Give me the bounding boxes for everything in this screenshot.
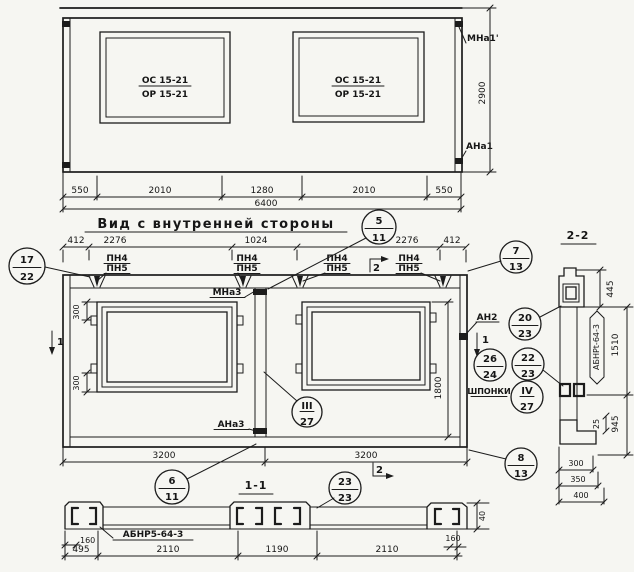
section-cut-2-bottom xyxy=(373,463,394,479)
section-1-1-title xyxy=(239,479,273,494)
svg-text:ПН4: ПН4 xyxy=(106,254,128,264)
svg-text:ПН4: ПН4 xyxy=(236,254,258,264)
svg-text:945: 945 xyxy=(611,415,621,433)
section-2-2 xyxy=(556,229,633,505)
callout-IV-27 xyxy=(511,381,543,413)
dim-300-top xyxy=(72,299,97,323)
anchor-label-ana3 xyxy=(214,420,256,431)
svg-text:III: III xyxy=(301,401,313,412)
svg-text:2: 2 xyxy=(373,263,380,274)
svg-text:2-2: 2-2 xyxy=(566,229,590,242)
svg-text:550: 550 xyxy=(71,186,89,196)
svg-text:МНа3: МНа3 xyxy=(212,288,242,298)
svg-text:5: 5 xyxy=(375,216,383,227)
svg-text:27: 27 xyxy=(300,417,314,428)
svg-text:11: 11 xyxy=(165,492,179,503)
svg-text:ПН5: ПН5 xyxy=(398,264,420,274)
svg-text:ПН4: ПН4 xyxy=(398,254,420,264)
view-title xyxy=(85,217,347,232)
svg-text:1510: 1510 xyxy=(611,333,621,357)
svg-text:1280: 1280 xyxy=(250,186,274,196)
svg-text:IV: IV xyxy=(521,386,533,397)
svg-text:1024: 1024 xyxy=(244,236,268,246)
dim-1800 xyxy=(432,299,453,440)
anchor-label-ana1 xyxy=(460,142,493,161)
anchor-mark xyxy=(62,162,70,168)
callout-22-23 xyxy=(512,348,563,386)
svg-text:АН2: АН2 xyxy=(476,313,498,323)
callout-8-13 xyxy=(469,448,537,480)
keys-label xyxy=(467,387,510,397)
dim-total: 6400 xyxy=(254,199,278,209)
dim-160-right xyxy=(444,534,466,550)
window-mark-num: ОС 15-21 xyxy=(334,76,382,86)
svg-text:2900: 2900 xyxy=(478,81,488,105)
svg-text:11: 11 xyxy=(372,233,386,244)
svg-text:22: 22 xyxy=(521,353,535,364)
svg-text:2276: 2276 xyxy=(395,236,419,246)
callout-7-13 xyxy=(468,241,532,273)
anchor-label-mna3 xyxy=(210,288,255,298)
svg-text:13: 13 xyxy=(509,262,523,273)
center-joint xyxy=(253,288,267,437)
svg-text:412: 412 xyxy=(443,236,461,246)
svg-text:2276: 2276 xyxy=(103,236,127,246)
svg-text:26: 26 xyxy=(483,354,497,365)
callout-20-23 xyxy=(509,306,561,340)
svg-text:27: 27 xyxy=(520,402,534,413)
svg-text:МНа1': МНа1' xyxy=(467,34,499,44)
svg-text:160: 160 xyxy=(445,534,461,543)
svg-text:2110: 2110 xyxy=(156,545,180,555)
svg-text:ПН5: ПН5 xyxy=(326,264,348,274)
svg-text:300: 300 xyxy=(72,375,81,391)
svg-text:6: 6 xyxy=(168,476,176,487)
dim-40 xyxy=(467,500,489,532)
lintel-label-4 xyxy=(396,254,440,281)
svg-text:412: 412 xyxy=(67,236,85,246)
svg-text:495: 495 xyxy=(72,545,90,555)
svg-text:8: 8 xyxy=(517,453,525,464)
svg-text:400: 400 xyxy=(573,491,589,500)
svg-text:160: 160 xyxy=(80,536,96,545)
svg-text:2: 2 xyxy=(376,465,383,476)
window-mark-num: ОС 15-21 xyxy=(141,76,189,86)
anchor-mark xyxy=(455,21,463,27)
svg-text:АНа1: АНа1 xyxy=(466,142,493,152)
channel-profiles xyxy=(72,508,459,524)
svg-text:АНа3: АНа3 xyxy=(217,420,245,430)
anchor-label-abnr-right xyxy=(590,311,604,384)
callout-26-24 xyxy=(474,349,506,381)
window-mark-den: ОР 15-21 xyxy=(141,90,189,100)
svg-text:2110: 2110 xyxy=(375,545,399,555)
svg-text:АБНР5-64-3: АБНР5-64-3 xyxy=(122,530,184,540)
svg-text:2010: 2010 xyxy=(148,186,172,196)
svg-text:ШПОНКИ: ШПОНКИ xyxy=(467,387,511,396)
anchor-mark xyxy=(62,21,70,27)
svg-text:ПН5: ПН5 xyxy=(106,264,128,274)
callout-17-22 xyxy=(9,248,90,284)
inner-window-right xyxy=(296,302,436,390)
svg-text:2010: 2010 xyxy=(352,186,376,196)
lintel-label-2 xyxy=(234,254,260,281)
callout-23-23 xyxy=(317,472,361,508)
svg-text:550: 550 xyxy=(435,186,453,196)
svg-text:1: 1 xyxy=(482,335,489,346)
svg-text:1: 1 xyxy=(57,337,64,348)
svg-text:300: 300 xyxy=(568,459,584,468)
svg-text:ПН4: ПН4 xyxy=(326,254,348,264)
section-1-1 xyxy=(62,479,489,560)
svg-text:22: 22 xyxy=(20,272,34,283)
dim-row-inner-bottom xyxy=(60,447,470,466)
svg-text:1190: 1190 xyxy=(265,545,289,555)
svg-text:23: 23 xyxy=(518,329,532,340)
lintel-label-1 xyxy=(97,254,130,281)
svg-text:13: 13 xyxy=(514,469,528,480)
window-2 xyxy=(293,32,424,122)
svg-text:1800: 1800 xyxy=(434,376,444,400)
svg-text:3200: 3200 xyxy=(354,451,378,461)
anchor-label-an2 xyxy=(459,313,499,340)
top-anchor-funnels xyxy=(89,276,451,287)
svg-text:20: 20 xyxy=(518,313,532,324)
section-cut-2-top xyxy=(370,256,389,274)
dim-300-bottom xyxy=(72,370,97,395)
svg-text:23: 23 xyxy=(338,477,352,488)
svg-text:3200: 3200 xyxy=(152,451,176,461)
svg-text:ПН5: ПН5 xyxy=(236,264,258,274)
window-1 xyxy=(100,32,230,123)
svg-text:445: 445 xyxy=(606,280,616,298)
section-2-2-title xyxy=(561,229,596,244)
svg-text:25: 25 xyxy=(592,418,601,430)
svg-text:7: 7 xyxy=(512,246,520,257)
svg-text:23: 23 xyxy=(521,369,535,380)
svg-text:Вид с внутренней стороны: Вид с внутренней стороны xyxy=(97,217,335,232)
svg-text:350: 350 xyxy=(570,475,586,484)
anchor-label-mna1 xyxy=(459,27,499,44)
svg-text:17: 17 xyxy=(20,255,34,266)
dim-widths-2-2 xyxy=(556,447,607,505)
window-mark-den: ОР 15-21 xyxy=(334,90,382,100)
svg-text:АБНРt-64-3: АБНРt-64-3 xyxy=(592,324,601,370)
inner-window-left xyxy=(91,302,243,392)
svg-text:24: 24 xyxy=(483,370,497,381)
top-view xyxy=(60,5,499,212)
svg-text:1-1: 1-1 xyxy=(244,479,268,492)
svg-text:300: 300 xyxy=(72,304,81,320)
svg-text:40: 40 xyxy=(478,510,487,522)
svg-text:23: 23 xyxy=(338,493,352,504)
inner-view xyxy=(9,210,563,508)
section-cut-1-left xyxy=(49,331,64,355)
dim-row-top-view xyxy=(60,173,464,212)
